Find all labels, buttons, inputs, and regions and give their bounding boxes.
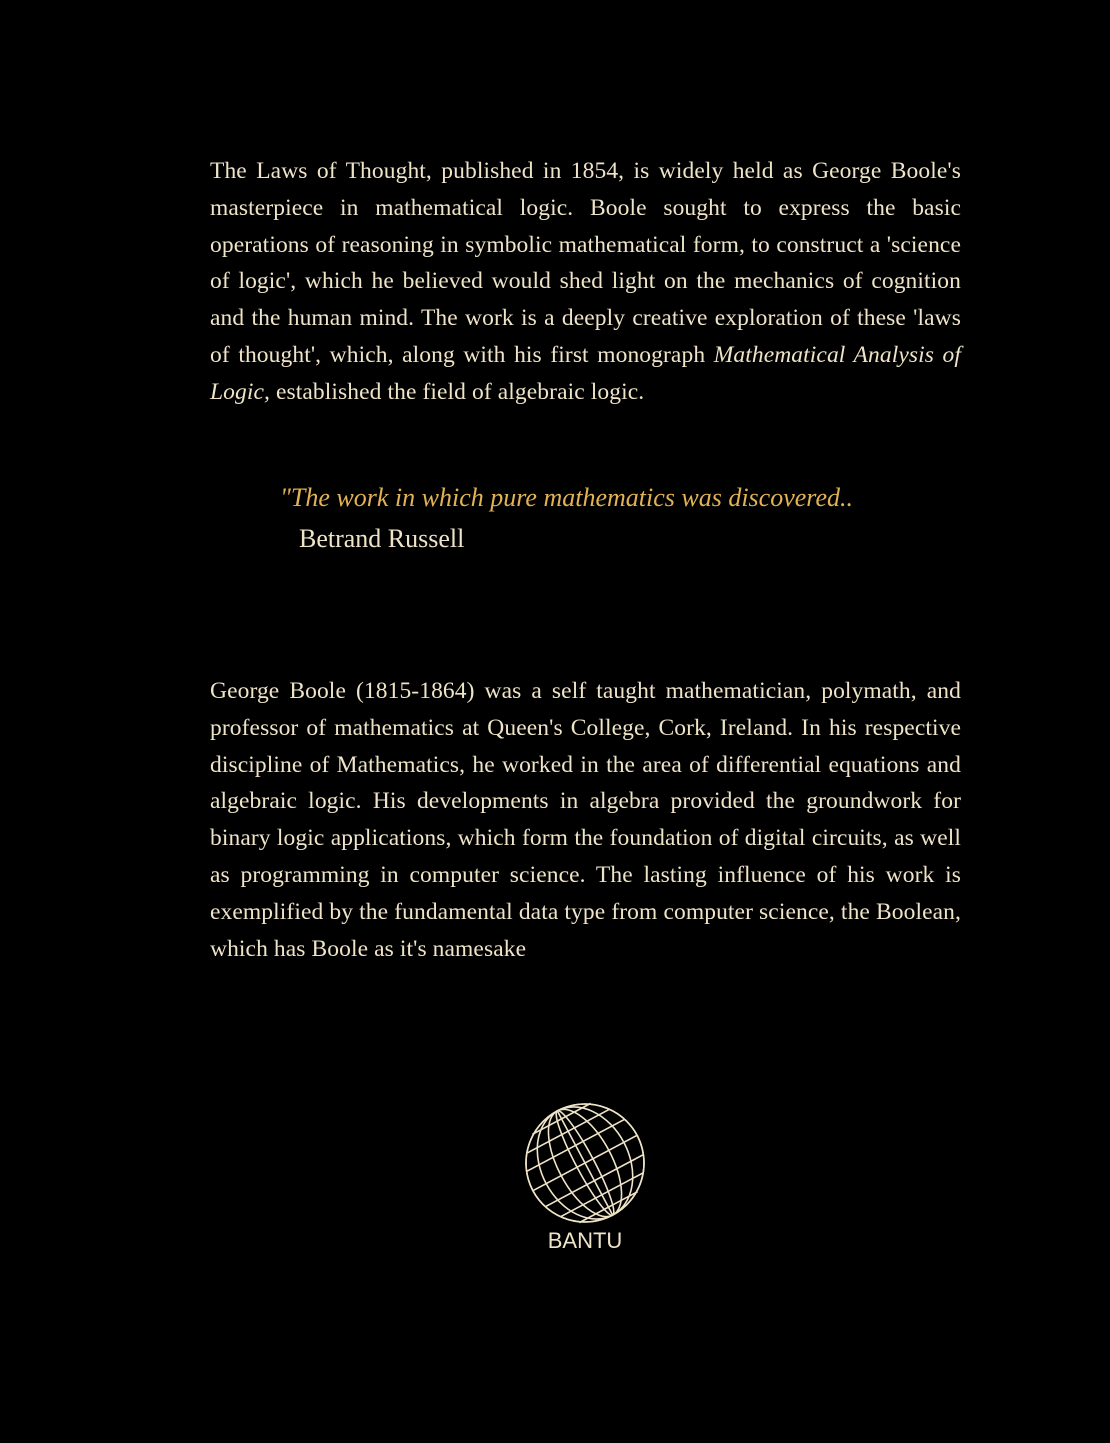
description-text-start: The Laws of Thought, published in 1854, is widely held as George Boole's masterpiece in mathematical logic. Boole sought to express the basic operations of reasoning in symbolic mathematical form, to construct a 'science of logic', which he believed would shed light on the mechanics of cognition and the human mind. The work is a deeply creative exploration of these 'laws of thought', which, along with his first monograph xyxy=(210,158,961,368)
description-text-end: established the field of algebraic logic. xyxy=(270,378,645,405)
globe-icon xyxy=(522,1100,648,1226)
publisher-name: BANTU xyxy=(547,1228,623,1253)
quote-attribution: Betrand Russell xyxy=(299,524,465,553)
monograph-title: Mathematical Analysis of Logic, xyxy=(210,341,961,405)
author-biography-paragraph: George Boole (1815-1864) was a self taught mathematician, polymath, and professor of mathematics at Queen's College, Cork, Ireland. In his respective discipline of Mathematics, he worked in the area of differential equations and algebraic logic. His developments in algebra provided the groundwork for binary logic applications, which form the foundation of digital circuits, as well as programming in computer science. The lasting influence of his work is exemplified by the fundamental data type from computer science, the Boolean, which has Boole as it's namesake xyxy=(210,678,961,962)
russell-quote: "The work in which pure mathematics was discovered.. xyxy=(280,483,853,512)
book-description-paragraph xyxy=(210,153,961,411)
